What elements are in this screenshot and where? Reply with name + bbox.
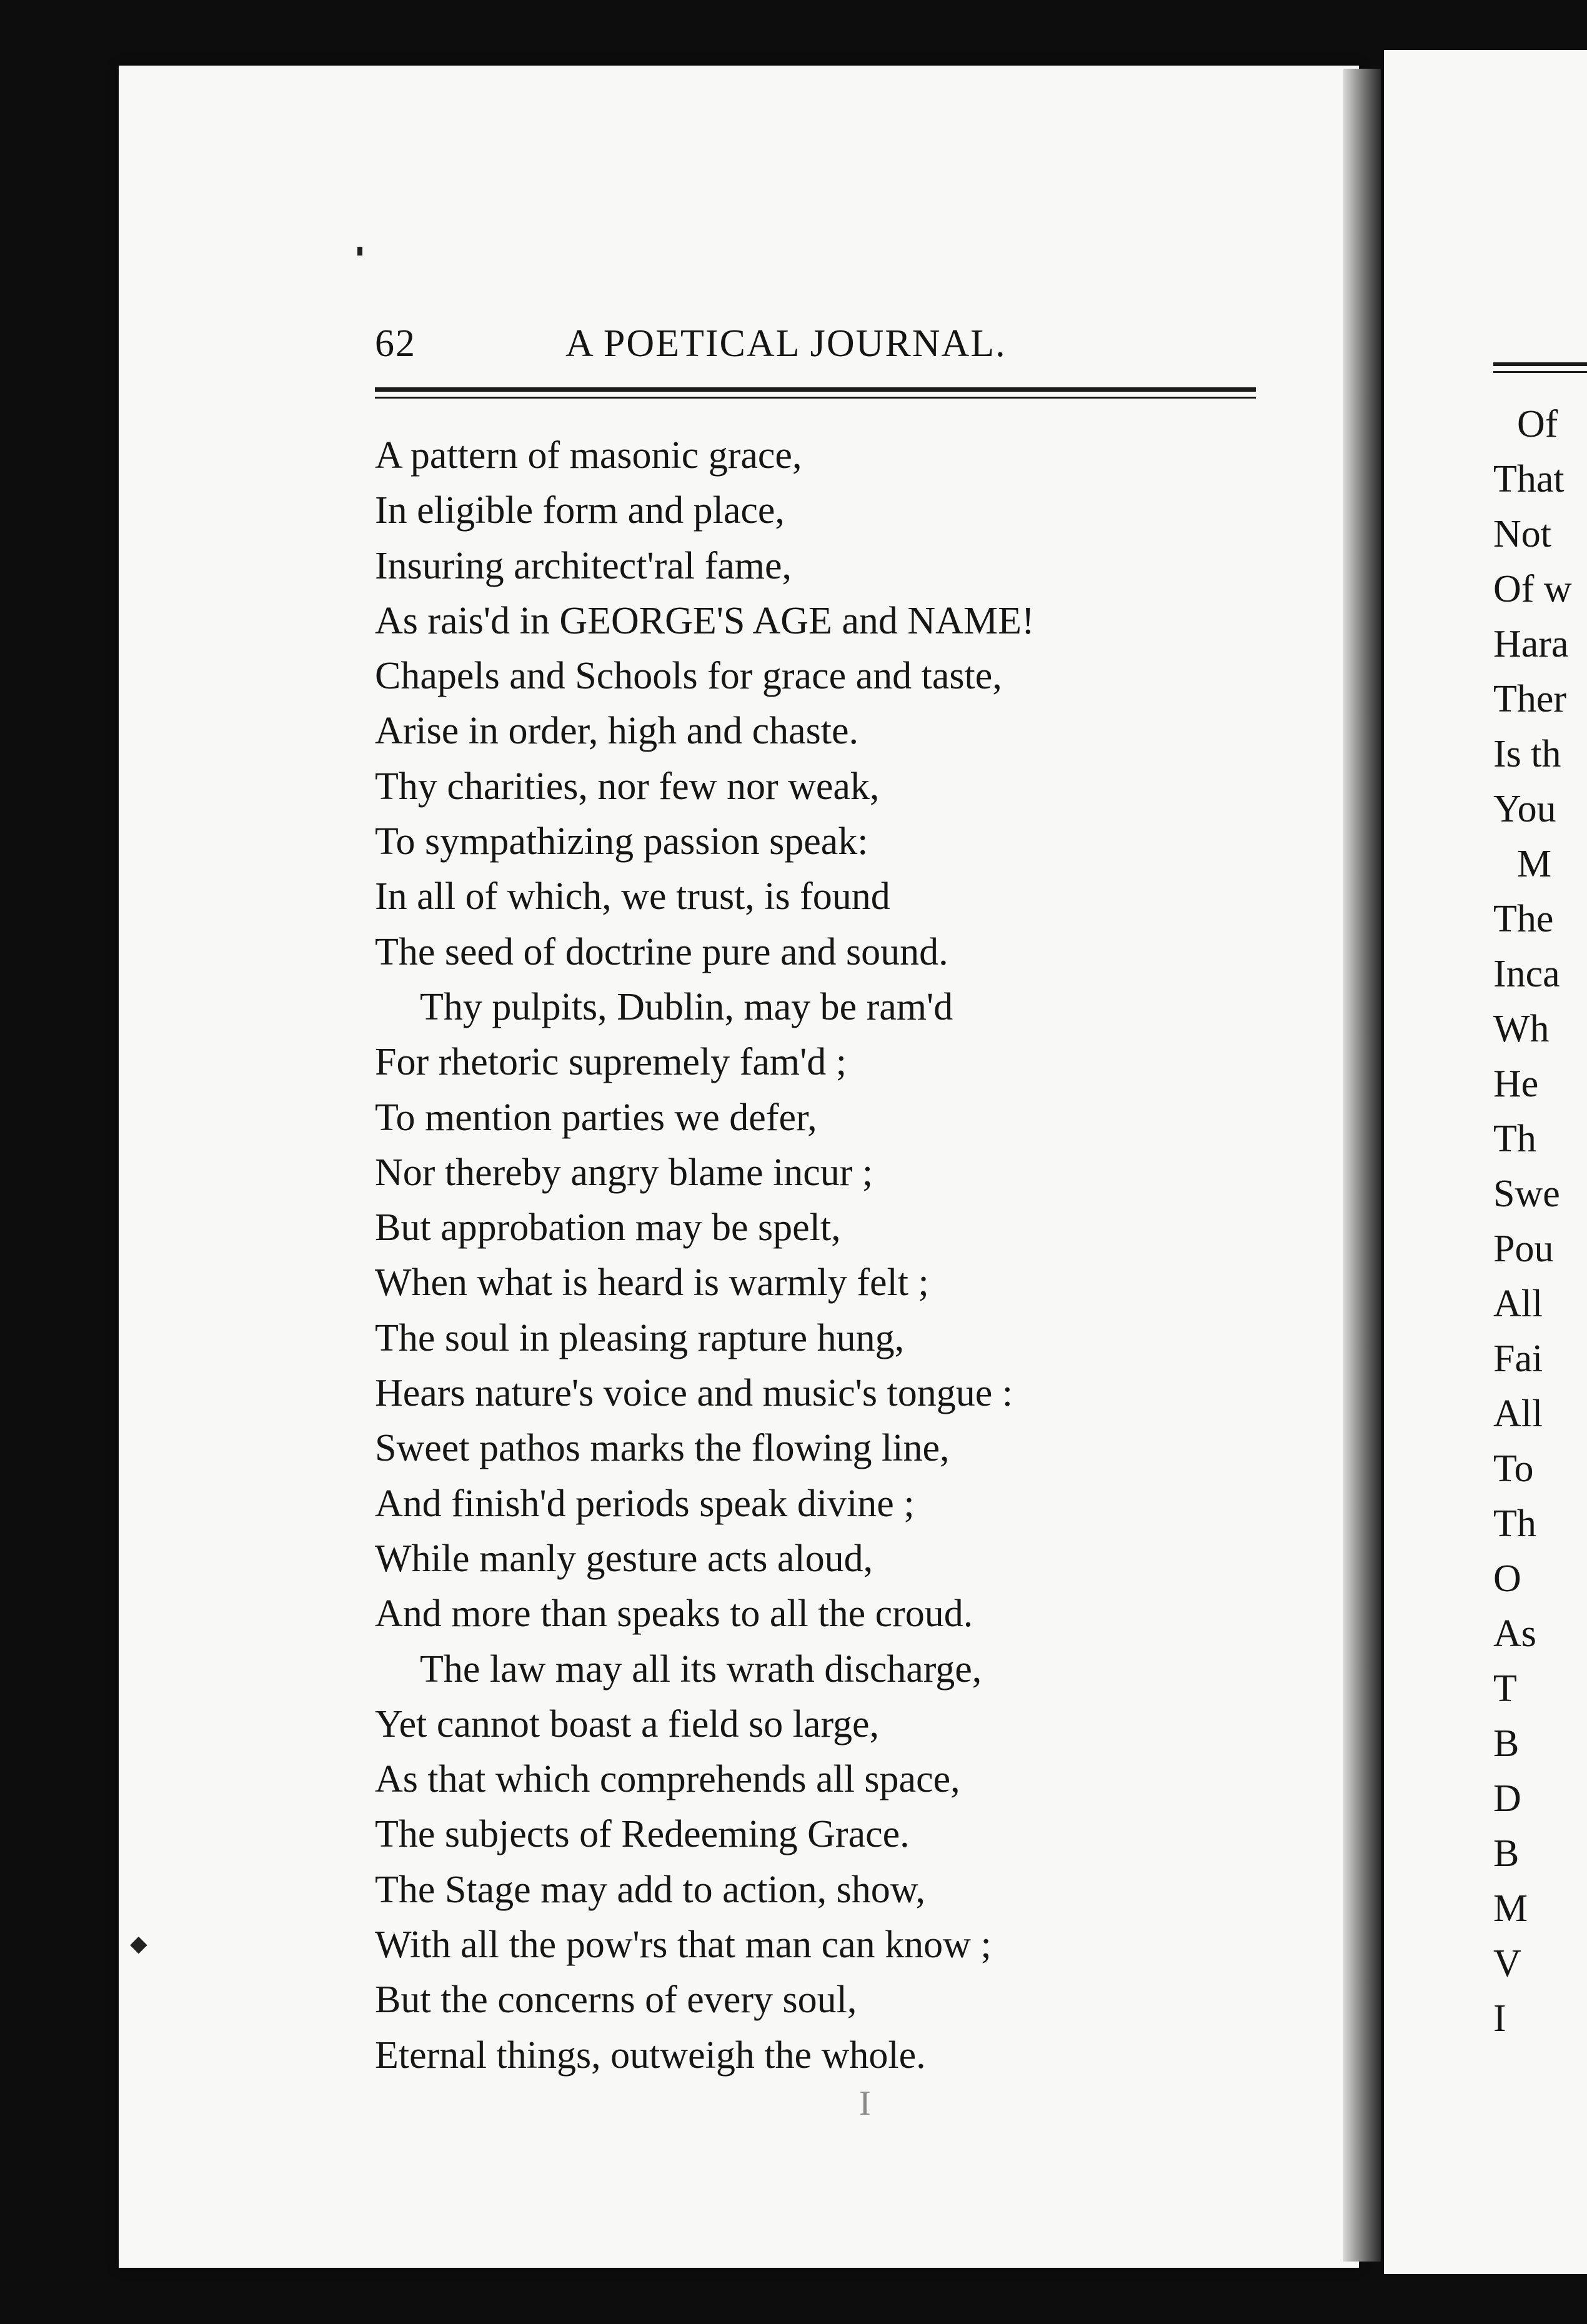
verse-line: As that which comprehends all space, (375, 1758, 960, 1801)
verse-line: A pattern of masonic grace, (375, 434, 802, 477)
catchword: I (859, 2084, 871, 2123)
facing-line-fragment: Ther (1493, 678, 1567, 720)
ink-speck (357, 247, 362, 256)
facing-line-fragment: Th (1493, 1502, 1536, 1545)
facing-line-fragment: I (1493, 1997, 1506, 2040)
facing-line-fragment: D (1493, 1777, 1521, 1820)
facing-line-fragment: T (1493, 1667, 1517, 1710)
verse-line: But the concerns of every soul, (375, 1979, 857, 2022)
verse-line: In eligible form and place, (375, 489, 785, 532)
verse-line: Nor thereby angry blame incur ; (375, 1151, 873, 1194)
verse-line: Thy pulpits, Dublin, may be ram'd (420, 985, 953, 1028)
facing-line-fragment: Of w (1493, 568, 1572, 610)
facing-head-rule (1493, 362, 1587, 366)
verse-line: Yet cannot boast a field so large, (375, 1702, 879, 1745)
book-gutter (1343, 69, 1381, 2262)
facing-line-fragment: B (1493, 1832, 1520, 1875)
facing-line-fragment: M (1517, 843, 1552, 885)
facing-line-fragment: To (1493, 1448, 1534, 1490)
facing-line-fragment: V (1493, 1942, 1521, 1985)
facing-line-fragment: Pou (1493, 1228, 1554, 1270)
verse-line: With all the pow'rs that man can know ; (375, 1924, 992, 1967)
verse-line: The Stage may add to action, show, (375, 1868, 925, 1911)
verse-line: Thy charities, nor few nor weak, (375, 765, 880, 808)
running-title: A POETICAL JOURNAL. (565, 322, 1007, 365)
verse-line: And more than speaks to all the croud. (375, 1592, 973, 1636)
verse-line: Arise in order, high and chaste. (375, 710, 859, 753)
verse-line: The subjects of Redeeming Grace. (375, 1813, 910, 1856)
facing-line-fragment: Swe (1493, 1173, 1560, 1215)
head-rule-thick (375, 387, 1256, 392)
facing-line-fragment: Is th (1493, 733, 1561, 775)
facing-line-fragment: All (1493, 1283, 1543, 1325)
facing-line-fragment: B (1493, 1722, 1520, 1765)
facing-line-fragment: He (1493, 1063, 1539, 1105)
facing-line-fragment: The (1493, 898, 1554, 940)
facing-line-fragment: As (1493, 1612, 1536, 1655)
verse-line: While manly gesture acts aloud, (375, 1537, 873, 1580)
verse-line: Insuring architect'ral fame, (375, 544, 792, 587)
facing-line-fragment: Th (1493, 1118, 1536, 1160)
verse-line: The law may all its wrath discharge, (420, 1647, 982, 1691)
verse-line: In all of which, we trust, is found (375, 875, 890, 918)
facing-line-fragment: That (1493, 458, 1565, 500)
verse-line: But approbation may be spelt, (375, 1206, 841, 1249)
facing-line-fragment: Hara (1493, 623, 1569, 665)
facing-line-fragment: M (1493, 1887, 1528, 1930)
facing-page-text (1493, 397, 1587, 2046)
verse-line: To sympathizing passion speak: (375, 820, 868, 863)
facing-line-fragment: Inca (1493, 953, 1560, 995)
facing-line-fragment: Wh (1493, 1008, 1550, 1050)
facing-line-fragment: Not (1493, 513, 1551, 555)
verse-line: For rhetoric supremely fam'd ; (375, 1041, 847, 1084)
verse-line: Sweet pathos marks the flowing line, (375, 1427, 950, 1470)
facing-line-fragment: O (1493, 1557, 1521, 1600)
page-number: 62 (375, 322, 416, 365)
verse-line: Hears nature's voice and music's tongue : (375, 1372, 1013, 1415)
facing-line-fragment: Of (1517, 403, 1558, 445)
verse-line: The soul in pleasing rapture hung, (375, 1316, 905, 1359)
facing-line-fragment: All (1493, 1393, 1543, 1435)
poem-text (375, 428, 1325, 2083)
verse-line: When what is heard is warmly felt ; (375, 1261, 929, 1304)
margin-mark: ◆ (130, 1931, 147, 1956)
head-rule-thin (375, 397, 1256, 399)
verse-line: The seed of doctrine pure and sound. (375, 930, 948, 973)
verse-line: And finish'd periods speak divine ; (375, 1482, 915, 1525)
facing-line-fragment: Fai (1493, 1338, 1543, 1380)
facing-line-fragment: You (1493, 788, 1556, 830)
verse-line: As rais'd in GEORGE'S AGE and NAME! (375, 599, 1035, 642)
head-rule (375, 387, 1256, 399)
verse-line: Eternal things, outweigh the whole. (375, 2034, 926, 2077)
verse-line: Chapels and Schools for grace and taste, (375, 655, 1002, 698)
verse-line: To mention parties we defer, (375, 1096, 817, 1139)
facing-head-rule-thin (1493, 371, 1587, 373)
running-head (375, 322, 1256, 372)
